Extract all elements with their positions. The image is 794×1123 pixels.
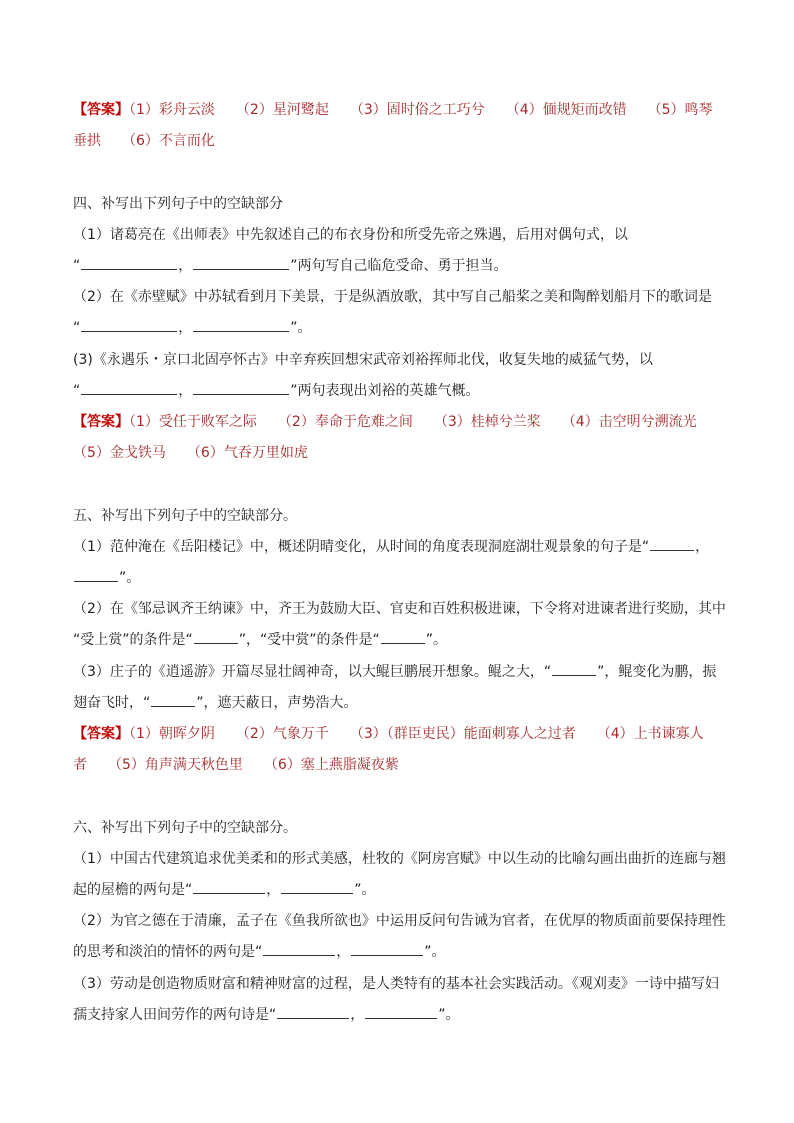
fill-blank[interactable]: [193, 257, 289, 270]
s6-q1-line-b: 起的屋檐的两句是“ ， ”。: [73, 882, 376, 898]
fill-blank[interactable]: [151, 694, 195, 707]
s5-q1-line-b: ”。: [73, 568, 733, 588]
fill-blank[interactable]: [381, 631, 425, 644]
fill-blank[interactable]: [74, 569, 118, 582]
s4-q2-line-b: “ ， ”。: [73, 320, 312, 336]
section6-heading: 六、补写出下列句子中的空缺部分。: [73, 820, 297, 836]
fill-blank[interactable]: [81, 382, 177, 395]
s5-q1-line-a: （1）范仲淹在《岳阳楼记》中，概述阴晴变化，从时间的角度表现洞庭湖壮观景象的句子是“ ，: [73, 539, 710, 555]
fill-blank[interactable]: [81, 319, 177, 332]
s5-q2-line-b: “受上赏”的条件是“ ”，“受中赏”的条件是“ ”。: [73, 632, 448, 648]
s5-answer-line-2: 者 （5）角声满天秋色里 （6）塞上燕脂凝夜紫: [73, 757, 399, 773]
fill-blank[interactable]: [650, 538, 694, 551]
fill-blank[interactable]: [193, 881, 265, 894]
s6-q2-line-a: （2）为官之德在于清廉，孟子在《鱼我所欲也》中运用反问句告诫为官者，在优厚的物质面前要保持理性: [73, 913, 726, 929]
s4-q3-line-a: (3)《永遇乐・京口北固亭怀古》中辛弃疾回想宋武帝刘裕挥师北伐，收复失地的威猛气势，以: [73, 352, 653, 368]
s5-answer-line-1: 【答案】（1）朝晖夕阴 （2）气象万千 （3）（群臣吏民）能面刺寡人之过者 （4）上书谏寡人: [73, 726, 704, 742]
s4-q1-line-b: “ ， ”两句写自己临危受命、勇于担当。: [73, 258, 508, 274]
fill-blank[interactable]: [552, 663, 596, 676]
fill-blank[interactable]: [194, 631, 238, 644]
s6-q2-line-b: 的思考和淡泊的情怀的两句是“ ， ”。: [73, 944, 446, 960]
s4-q2-line-a: （2）在《赤壁赋》中苏轼看到月下美景，于是纵酒放歌，其中写自己船桨之美和陶醉划船月下的歌词是: [73, 289, 712, 305]
s4-answer-line-2: （5）金戈铁马 （6）气吞万里如虎: [73, 445, 308, 461]
fill-blank[interactable]: [193, 382, 289, 395]
fill-blank[interactable]: [281, 881, 353, 894]
s4-answer-line-1: 【答案】（1）受任于败军之际 （2）奉命于危难之间 （3）桂棹兮兰桨 （4）击空明兮溯流光: [73, 414, 697, 430]
fill-blank[interactable]: [277, 1006, 349, 1019]
s4-q1-line-a: （1）诸葛亮在《出师表》中先叙述自己的布衣身份和所受先帝之殊遇，后用对偶句式，以: [73, 227, 628, 243]
fill-blank[interactable]: [351, 943, 423, 956]
s4-q3-line-b: “ ， ”两句表现出刘裕的英雄气概。: [73, 383, 480, 399]
section5-heading: 五、补写出下列句子中的空缺部分。: [73, 508, 297, 524]
answer-tag: 【答案】: [73, 102, 129, 118]
s6-q1-line-a: （1）中国古代建筑追求优美柔和的形式美感，杜牧的《阿房宫赋》中以生动的比喻勾画出曲折的连廊与翘: [73, 851, 726, 867]
fill-blank[interactable]: [263, 943, 335, 956]
fill-blank[interactable]: [365, 1006, 437, 1019]
s5-q2-line-a: （2）在《邹忌讽齐王纳谏》中，齐王为鼓励大臣、官吏和百姓积极进谏，下令将对进谏者进行奖励，其中: [73, 601, 726, 617]
section4-heading: 四、补写出下列句子中的空缺部分: [73, 196, 283, 212]
prev-answer-line-1: [73, 100, 733, 120]
s6-q3-line-b: 孺支持家人田间劳作的两句诗是“ ， ”。: [73, 1007, 460, 1023]
answer-tag: 【答案】: [73, 726, 129, 742]
s5-q3-line-a: （3）庄子的《逍遥游》开篇尽显壮阔神奇，以大鲲巨鹏展开想象。鲲之大，“ ”，鲲变化为鹏，振: [73, 664, 717, 680]
fill-blank[interactable]: [81, 257, 177, 270]
prev-answer-text-1: （1）彩舟云淡 （2）星河鹭起 （3）固时俗之工巧兮 （4）偭规矩而改错 （5）鸣琴: [129, 102, 713, 118]
prev-answer-line-2: 垂拱 （6）不言而化: [73, 133, 215, 149]
s6-q3-line-a: （3）劳动是创造物质财富和精神财富的过程，是人类特有的基本社会实践活动。《观刈麦》一诗中描写妇: [73, 976, 719, 992]
answer-tag: 【答案】: [73, 414, 129, 430]
s5-q3-line-b: 翅奋飞时，“ ”，遮天蔽日，声势浩大。: [73, 695, 358, 711]
fill-blank[interactable]: [193, 319, 289, 332]
